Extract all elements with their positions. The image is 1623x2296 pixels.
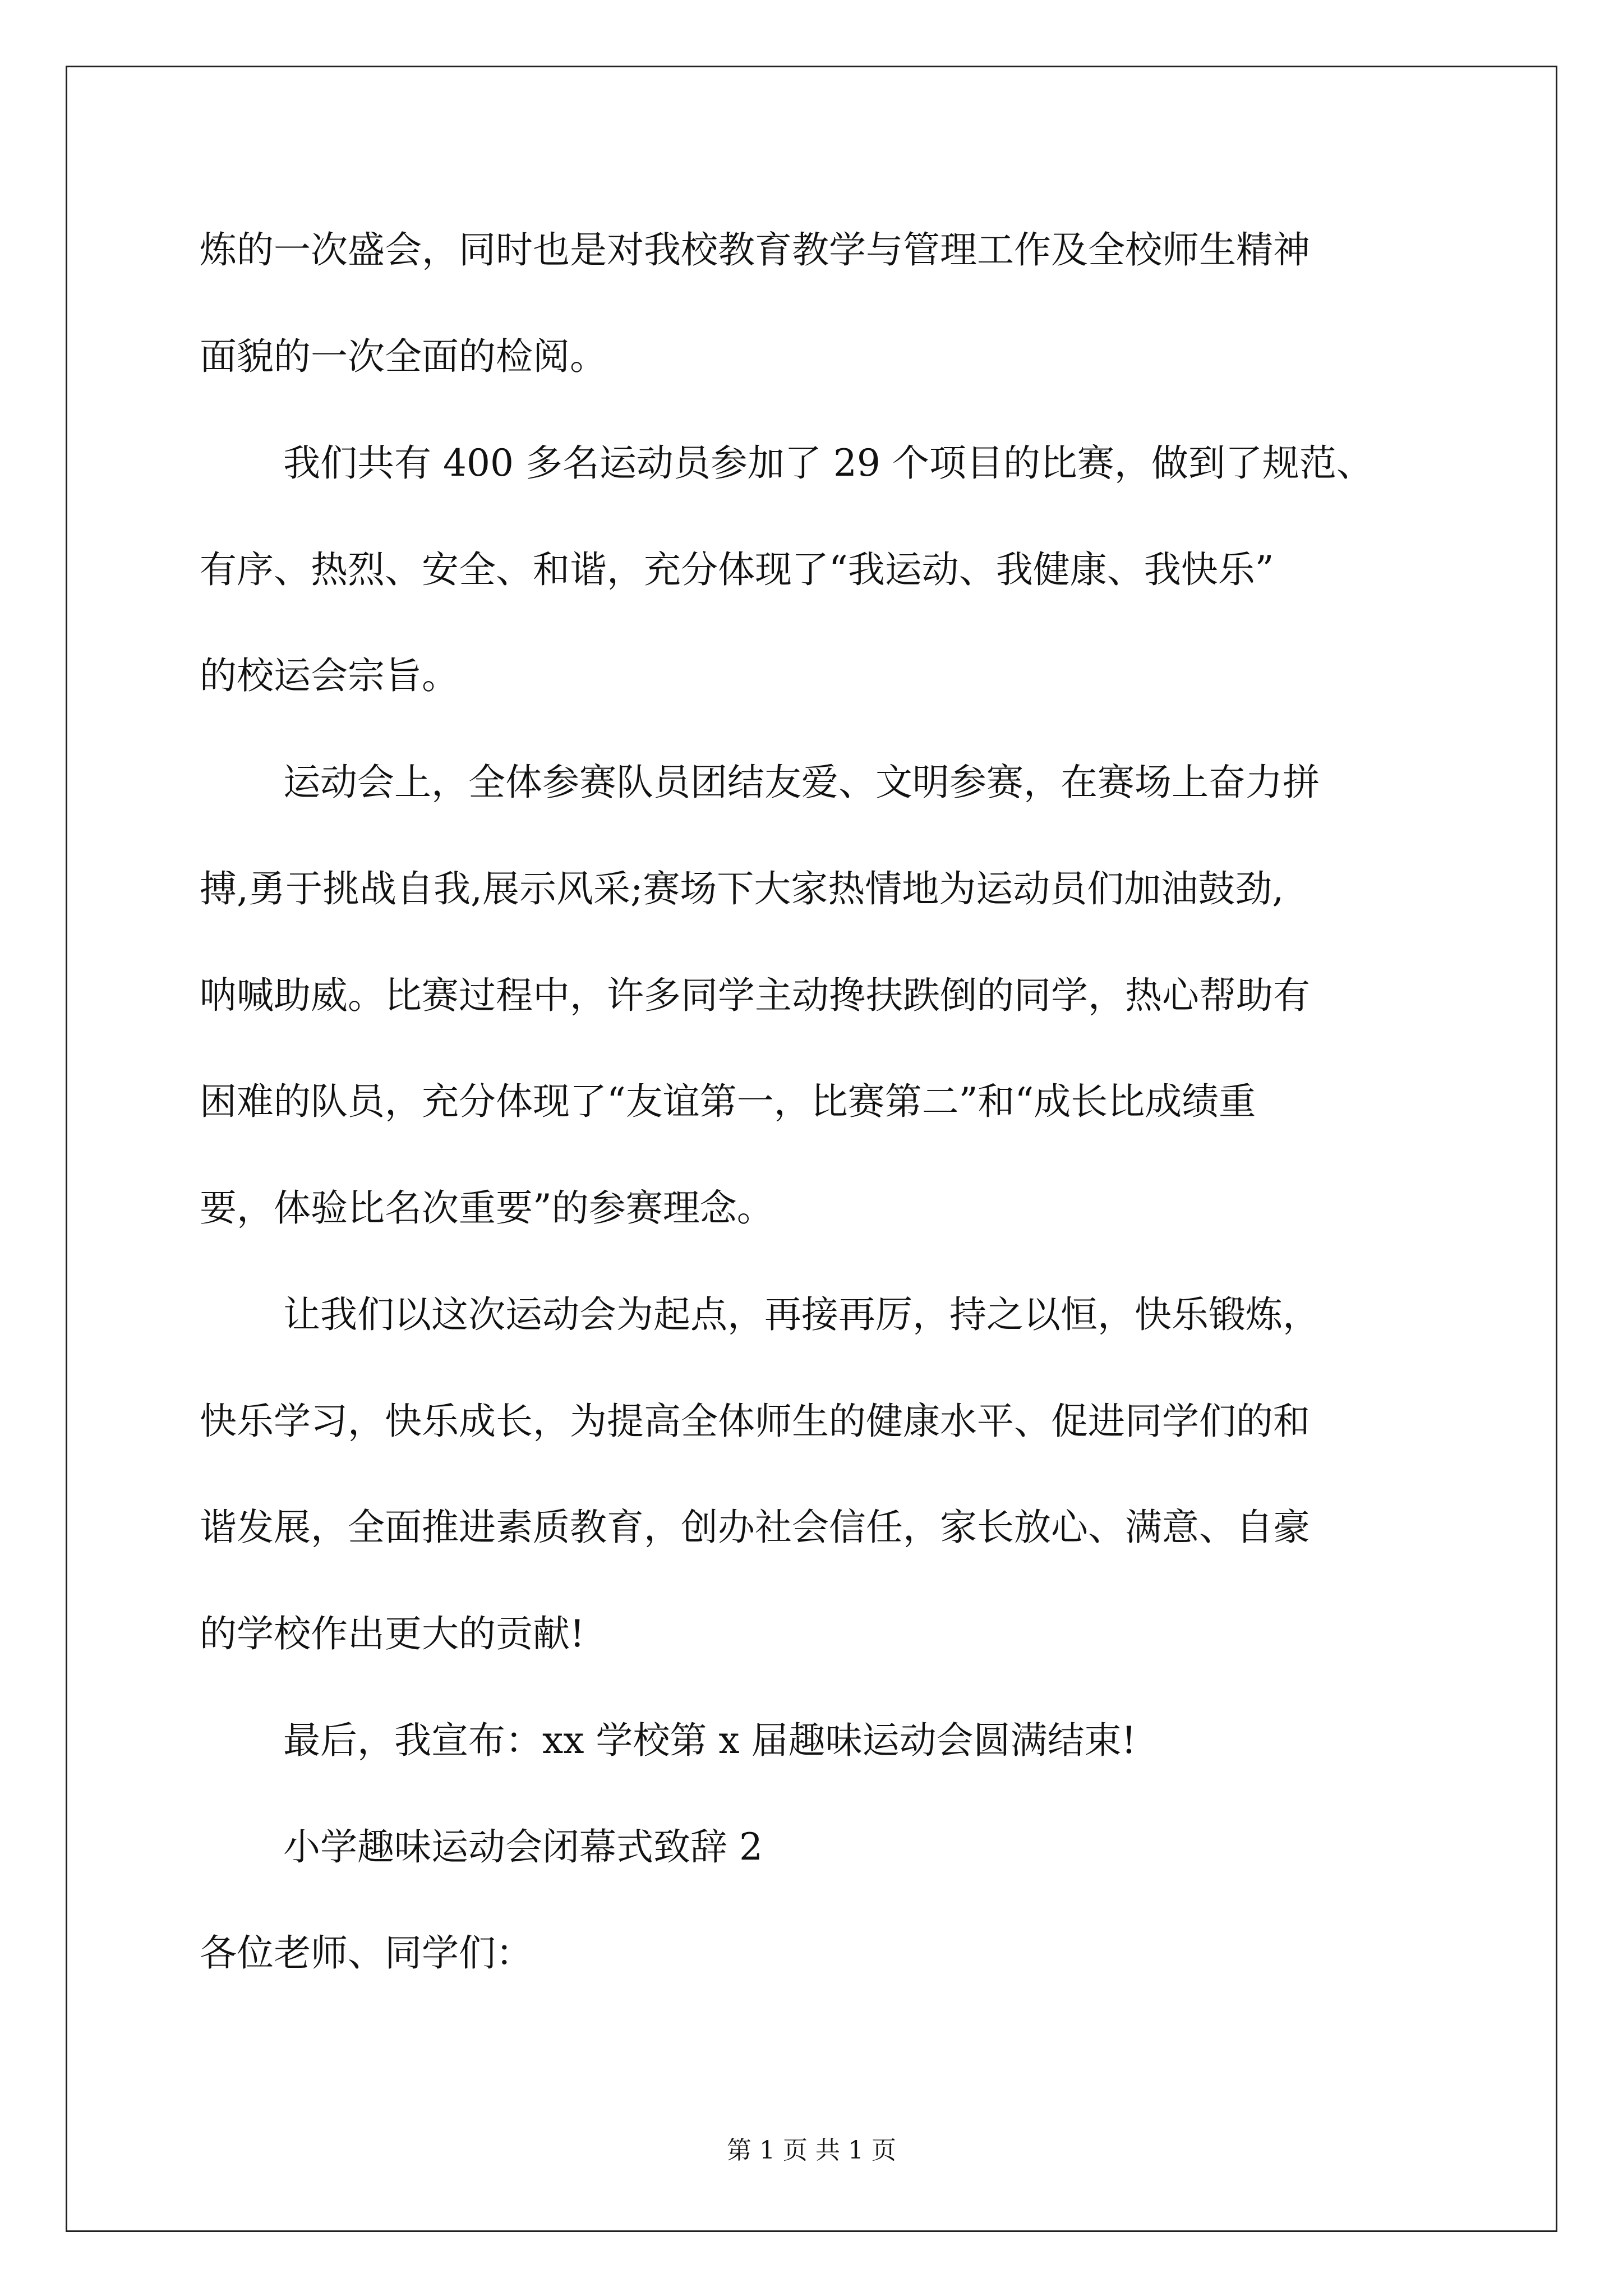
body-line: 面貌的一次全面的检阅。 xyxy=(200,335,607,378)
body-line: 搏,勇于挑战自我,展示风采;赛场下大家热情地为运动员们加油鼓劲, xyxy=(200,867,1284,910)
paragraph-start-line: 我们共有 400 多名运动员参加了 29 个项目的比赛，做到了规范、 xyxy=(283,441,1373,485)
paragraph-start-line: 运动会上，全体参赛队员团结友爱、文明参赛，在赛场上奋力拼 xyxy=(283,761,1320,804)
body-line: 困难的队员，充分体现了“友谊第一，比赛第二”和“成长比成绩重 xyxy=(200,1080,1256,1123)
body-line: 有序、热烈、安全、和谐，充分体现了“我运动、我健康、我快乐” xyxy=(200,548,1274,591)
body-line: 快乐学习，快乐成长，为提高全体师生的健康水平、促进同学们的和 xyxy=(200,1400,1310,1443)
body-line: 呐喊助威。比赛过程中，许多同学主动搀扶跌倒的同学，热心帮助有 xyxy=(200,974,1310,1017)
body-line: 的学校作出更大的贡献! xyxy=(200,1612,585,1655)
page-border xyxy=(66,66,1557,2232)
paragraph-start-line: 最后，我宣布：xx 学校第 x 届趣味运动会圆满结束! xyxy=(283,1719,1137,1762)
body-line: 炼的一次盛会，同时也是对我校教育教学与管理工作及全校师生精神 xyxy=(200,228,1310,272)
section-heading: 小学趣味运动会闭幕式致辞 2 xyxy=(283,1825,763,1869)
body-line: 的校运会宗旨。 xyxy=(200,654,459,697)
body-line: 谐发展，全面推进素质教育，创办社会信任，家长放心、满意、自豪 xyxy=(200,1506,1310,1549)
body-line: 要，体验比名次重要”的参赛理念。 xyxy=(200,1186,774,1230)
salutation-line: 各位老师、同学们： xyxy=(200,1931,533,1975)
paragraph-start-line: 让我们以这次运动会为起点，再接再厉，持之以恒，快乐锻炼， xyxy=(283,1293,1320,1336)
page-footer: 第 1 页 共 1 页 xyxy=(727,2136,896,2165)
